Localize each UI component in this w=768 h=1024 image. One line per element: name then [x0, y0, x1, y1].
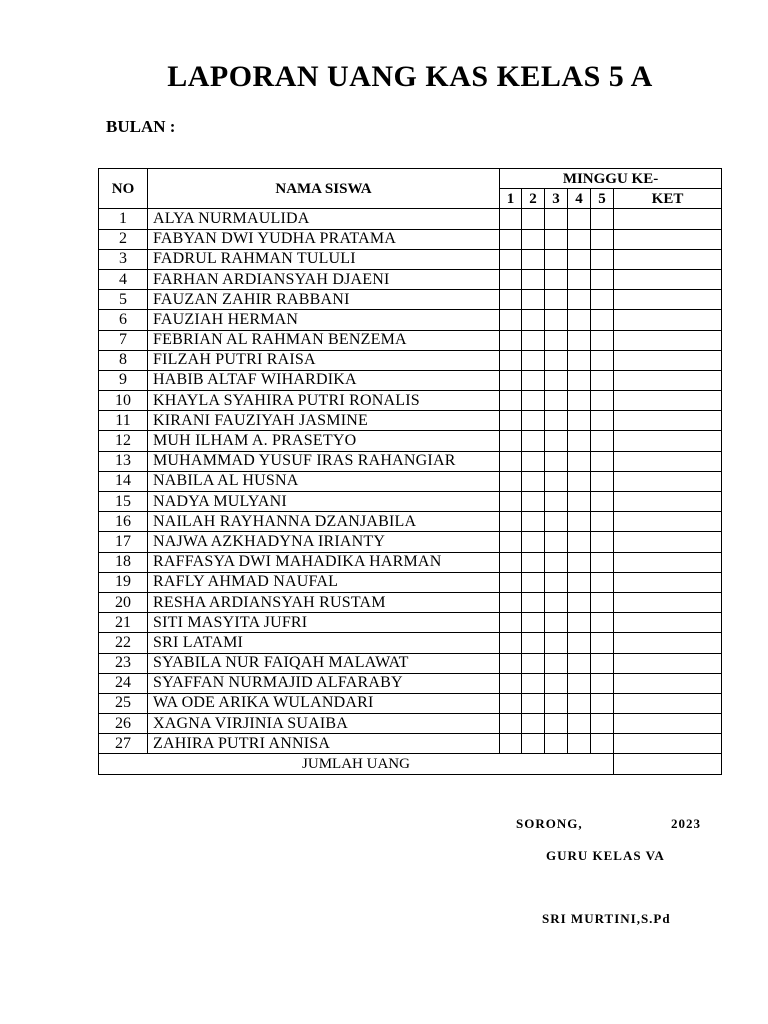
student-name: MUHAMMAD YUSUF IRAS RAHANGIAR	[148, 451, 500, 471]
week-4-cell	[568, 734, 591, 754]
week-1-cell	[500, 714, 522, 734]
week-1-cell	[500, 451, 522, 471]
week-2-cell	[522, 330, 545, 350]
student-name: FAUZIAH HERMAN	[148, 310, 500, 330]
ket-cell	[614, 209, 722, 229]
week-1-cell	[500, 552, 522, 572]
week-3-cell	[545, 552, 568, 572]
week-1-cell	[500, 592, 522, 612]
week-3-cell	[545, 330, 568, 350]
week-5-cell	[591, 431, 614, 451]
table-row	[99, 633, 722, 653]
week-4-cell	[568, 229, 591, 249]
week-2-cell	[522, 229, 545, 249]
student-name: ALYA NURMAULIDA	[148, 209, 500, 229]
week-4-cell	[568, 350, 591, 370]
week-2-cell	[522, 572, 545, 592]
week-5-cell	[591, 572, 614, 592]
row-number: 23	[99, 653, 148, 673]
row-number: 8	[99, 350, 148, 370]
table-row	[99, 209, 722, 229]
week-4-cell	[568, 633, 591, 653]
week-2-cell	[522, 613, 545, 633]
week-3-cell	[545, 532, 568, 552]
header-week-2: 2	[522, 189, 545, 209]
signature-role: GURU KELAS VA	[546, 848, 665, 863]
row-number: 19	[99, 572, 148, 592]
row-number: 11	[99, 411, 148, 431]
week-5-cell	[591, 714, 614, 734]
week-2-cell	[522, 411, 545, 431]
week-4-cell	[568, 290, 591, 310]
week-4-cell	[568, 714, 591, 734]
table-row	[99, 350, 722, 370]
week-1-cell	[500, 431, 522, 451]
week-5-cell	[591, 290, 614, 310]
table-row	[99, 370, 722, 390]
student-name: FARHAN ARDIANSYAH DJAENI	[148, 269, 500, 289]
ket-cell	[614, 532, 722, 552]
week-3-cell	[545, 350, 568, 370]
week-1-cell	[500, 391, 522, 411]
table-row	[99, 613, 722, 633]
row-number: 27	[99, 734, 148, 754]
row-number: 22	[99, 633, 148, 653]
header-week-group: MINGGU KE-	[500, 169, 722, 189]
ket-cell	[614, 431, 722, 451]
row-number: 12	[99, 431, 148, 451]
ket-cell	[614, 411, 722, 431]
student-name: FADRUL RAHMAN TULULI	[148, 249, 500, 269]
week-5-cell	[591, 209, 614, 229]
week-2-cell	[522, 532, 545, 552]
signature-place: SORONG,	[516, 816, 583, 831]
table-row	[99, 512, 722, 532]
table-row	[99, 532, 722, 552]
ket-cell	[614, 653, 722, 673]
week-2-cell	[522, 431, 545, 451]
ket-cell	[614, 592, 722, 612]
week-3-cell	[545, 451, 568, 471]
week-1-cell	[500, 310, 522, 330]
week-3-cell	[545, 572, 568, 592]
week-2-cell	[522, 310, 545, 330]
row-number: 18	[99, 552, 148, 572]
table-row	[99, 229, 722, 249]
week-3-cell	[545, 370, 568, 390]
table-row	[99, 471, 722, 491]
signature-year: 2023	[671, 816, 701, 831]
signature-name: SRI MURTINI,S.Pd	[542, 911, 671, 926]
header-week-5: 5	[591, 189, 614, 209]
row-number: 15	[99, 492, 148, 512]
student-name: KHAYLA SYAHIRA PUTRI RONALIS	[148, 391, 500, 411]
ket-cell	[614, 512, 722, 532]
week-3-cell	[545, 492, 568, 512]
student-rows	[99, 209, 722, 754]
week-5-cell	[591, 693, 614, 713]
student-name: FILZAH PUTRI RAISA	[148, 350, 500, 370]
table-row	[99, 693, 722, 713]
week-4-cell	[568, 209, 591, 229]
ket-cell	[614, 269, 722, 289]
week-5-cell	[591, 451, 614, 471]
table-row	[99, 269, 722, 289]
student-name: SYAFFAN NURMAJID ALFARABY	[148, 673, 500, 693]
week-3-cell	[545, 431, 568, 451]
ket-cell	[614, 552, 722, 572]
week-4-cell	[568, 330, 591, 350]
week-5-cell	[591, 734, 614, 754]
ket-cell	[614, 350, 722, 370]
week-5-cell	[591, 532, 614, 552]
week-3-cell	[545, 209, 568, 229]
week-1-cell	[500, 411, 522, 431]
week-4-cell	[568, 411, 591, 431]
student-name: NABILA AL HUSNA	[148, 471, 500, 491]
row-number: 3	[99, 249, 148, 269]
ket-cell	[614, 370, 722, 390]
student-name: FAUZAN ZAHIR RABBANI	[148, 290, 500, 310]
week-1-cell	[500, 330, 522, 350]
week-1-cell	[500, 229, 522, 249]
week-3-cell	[545, 269, 568, 289]
row-number: 16	[99, 512, 148, 532]
week-3-cell	[545, 310, 568, 330]
cash-report-table	[98, 168, 722, 775]
table-row	[99, 411, 722, 431]
week-3-cell	[545, 714, 568, 734]
week-5-cell	[591, 492, 614, 512]
week-1-cell	[500, 693, 522, 713]
row-number: 24	[99, 673, 148, 693]
week-5-cell	[591, 249, 614, 269]
week-1-cell	[500, 673, 522, 693]
student-name: SRI LATAMI	[148, 633, 500, 653]
week-5-cell	[591, 370, 614, 390]
row-number: 14	[99, 471, 148, 491]
ket-cell	[614, 249, 722, 269]
student-name: SITI MASYITA JUFRI	[148, 613, 500, 633]
header-week-4: 4	[568, 189, 591, 209]
week-1-cell	[500, 633, 522, 653]
week-2-cell	[522, 492, 545, 512]
week-2-cell	[522, 693, 545, 713]
week-2-cell	[522, 633, 545, 653]
week-4-cell	[568, 451, 591, 471]
student-name: WA ODE ARIKA WULANDARI	[148, 693, 500, 713]
student-name: SYABILA NUR FAIQAH MALAWAT	[148, 653, 500, 673]
week-3-cell	[545, 693, 568, 713]
table-row	[99, 734, 722, 754]
week-1-cell	[500, 492, 522, 512]
ket-cell	[614, 572, 722, 592]
week-4-cell	[568, 269, 591, 289]
week-5-cell	[591, 269, 614, 289]
week-1-cell	[500, 572, 522, 592]
row-number: 10	[99, 391, 148, 411]
table-row	[99, 310, 722, 330]
header-week-1: 1	[500, 189, 522, 209]
week-4-cell	[568, 613, 591, 633]
week-5-cell	[591, 512, 614, 532]
header-no: NO	[99, 169, 148, 209]
week-4-cell	[568, 431, 591, 451]
header-name: NAMA SISWA	[148, 169, 500, 209]
week-2-cell	[522, 370, 545, 390]
week-5-cell	[591, 613, 614, 633]
row-number: 9	[99, 370, 148, 390]
week-4-cell	[568, 391, 591, 411]
table-row	[99, 592, 722, 612]
week-5-cell	[591, 391, 614, 411]
week-5-cell	[591, 633, 614, 653]
week-4-cell	[568, 492, 591, 512]
week-1-cell	[500, 209, 522, 229]
week-3-cell	[545, 633, 568, 653]
week-1-cell	[500, 350, 522, 370]
student-name: NAJWA AZKHADYNA IRIANTY	[148, 532, 500, 552]
row-number: 13	[99, 451, 148, 471]
week-4-cell	[568, 673, 591, 693]
row-number: 20	[99, 592, 148, 612]
table-header-row	[99, 169, 722, 189]
row-number: 26	[99, 714, 148, 734]
ket-cell	[614, 229, 722, 249]
ket-cell	[614, 633, 722, 653]
week-2-cell	[522, 290, 545, 310]
ket-cell	[614, 451, 722, 471]
week-3-cell	[545, 512, 568, 532]
ket-cell	[614, 492, 722, 512]
table-row	[99, 330, 722, 350]
week-3-cell	[545, 471, 568, 491]
week-2-cell	[522, 350, 545, 370]
student-name: RAFFASYA DWI MAHADIKA HARMAN	[148, 552, 500, 572]
ket-cell	[614, 714, 722, 734]
student-name: ZAHIRA PUTRI ANNISA	[148, 734, 500, 754]
week-3-cell	[545, 673, 568, 693]
week-2-cell	[522, 269, 545, 289]
week-2-cell	[522, 673, 545, 693]
week-5-cell	[591, 350, 614, 370]
week-4-cell	[568, 249, 591, 269]
row-number: 25	[99, 693, 148, 713]
student-name: MUH ILHAM A. PRASETYO	[148, 431, 500, 451]
week-5-cell	[591, 673, 614, 693]
table-row	[99, 431, 722, 451]
table-row	[99, 552, 722, 572]
week-4-cell	[568, 572, 591, 592]
row-number: 1	[99, 209, 148, 229]
week-2-cell	[522, 209, 545, 229]
week-1-cell	[500, 532, 522, 552]
row-number: 7	[99, 330, 148, 350]
week-4-cell	[568, 512, 591, 532]
month-label: BULAN :	[106, 117, 176, 136]
week-1-cell	[500, 653, 522, 673]
ket-cell	[614, 673, 722, 693]
ket-cell	[614, 330, 722, 350]
table-row	[99, 653, 722, 673]
student-name: XAGNA VIRJINIA SUAIBA	[148, 714, 500, 734]
week-4-cell	[568, 552, 591, 572]
student-name: RAFLY AHMAD NAUFAL	[148, 572, 500, 592]
week-3-cell	[545, 653, 568, 673]
row-number: 17	[99, 532, 148, 552]
week-1-cell	[500, 269, 522, 289]
ket-cell	[614, 290, 722, 310]
ket-cell	[614, 693, 722, 713]
week-2-cell	[522, 249, 545, 269]
week-2-cell	[522, 512, 545, 532]
student-name: HABIB ALTAF WIHARDIKA	[148, 370, 500, 390]
week-3-cell	[545, 290, 568, 310]
week-3-cell	[545, 249, 568, 269]
week-2-cell	[522, 592, 545, 612]
week-3-cell	[545, 592, 568, 612]
week-4-cell	[568, 310, 591, 330]
week-2-cell	[522, 391, 545, 411]
row-number: 6	[99, 310, 148, 330]
row-number: 21	[99, 613, 148, 633]
row-number: 2	[99, 229, 148, 249]
week-2-cell	[522, 471, 545, 491]
week-2-cell	[522, 451, 545, 471]
table-row	[99, 249, 722, 269]
table-row	[99, 451, 722, 471]
week-1-cell	[500, 734, 522, 754]
week-5-cell	[591, 229, 614, 249]
week-2-cell	[522, 653, 545, 673]
week-2-cell	[522, 734, 545, 754]
week-1-cell	[500, 613, 522, 633]
student-name: KIRANI FAUZIYAH JASMINE	[148, 411, 500, 431]
total-ket-cell	[614, 754, 722, 774]
week-4-cell	[568, 471, 591, 491]
week-1-cell	[500, 249, 522, 269]
document-title: LAPORAN UANG KAS KELAS 5 A	[167, 60, 653, 93]
header-ket: KET	[614, 189, 722, 209]
ket-cell	[614, 310, 722, 330]
ket-cell	[614, 471, 722, 491]
student-name: RESHA ARDIANSYAH RUSTAM	[148, 592, 500, 612]
total-label: JUMLAH UANG	[99, 754, 614, 774]
row-number: 4	[99, 269, 148, 289]
week-1-cell	[500, 471, 522, 491]
student-name: FABYAN DWI YUDHA PRATAMA	[148, 229, 500, 249]
header-week-3: 3	[545, 189, 568, 209]
student-name: NAILAH RAYHANNA DZANJABILA	[148, 512, 500, 532]
week-5-cell	[591, 552, 614, 572]
table-row	[99, 673, 722, 693]
row-number: 5	[99, 290, 148, 310]
week-5-cell	[591, 471, 614, 491]
ket-cell	[614, 391, 722, 411]
week-4-cell	[568, 532, 591, 552]
ket-cell	[614, 613, 722, 633]
week-3-cell	[545, 734, 568, 754]
week-3-cell	[545, 613, 568, 633]
week-5-cell	[591, 330, 614, 350]
week-5-cell	[591, 592, 614, 612]
week-5-cell	[591, 310, 614, 330]
week-4-cell	[568, 592, 591, 612]
total-row	[99, 754, 722, 774]
table-row	[99, 391, 722, 411]
week-3-cell	[545, 229, 568, 249]
week-2-cell	[522, 552, 545, 572]
week-4-cell	[568, 370, 591, 390]
table-row	[99, 290, 722, 310]
student-name: FEBRIAN AL RAHMAN BENZEMA	[148, 330, 500, 350]
table-row	[99, 714, 722, 734]
week-3-cell	[545, 391, 568, 411]
week-3-cell	[545, 411, 568, 431]
ket-cell	[614, 734, 722, 754]
week-1-cell	[500, 290, 522, 310]
table-row	[99, 492, 722, 512]
week-5-cell	[591, 653, 614, 673]
student-name: NADYA MULYANI	[148, 492, 500, 512]
week-4-cell	[568, 653, 591, 673]
table-row	[99, 572, 722, 592]
week-4-cell	[568, 693, 591, 713]
week-1-cell	[500, 370, 522, 390]
week-5-cell	[591, 411, 614, 431]
week-2-cell	[522, 714, 545, 734]
week-1-cell	[500, 512, 522, 532]
